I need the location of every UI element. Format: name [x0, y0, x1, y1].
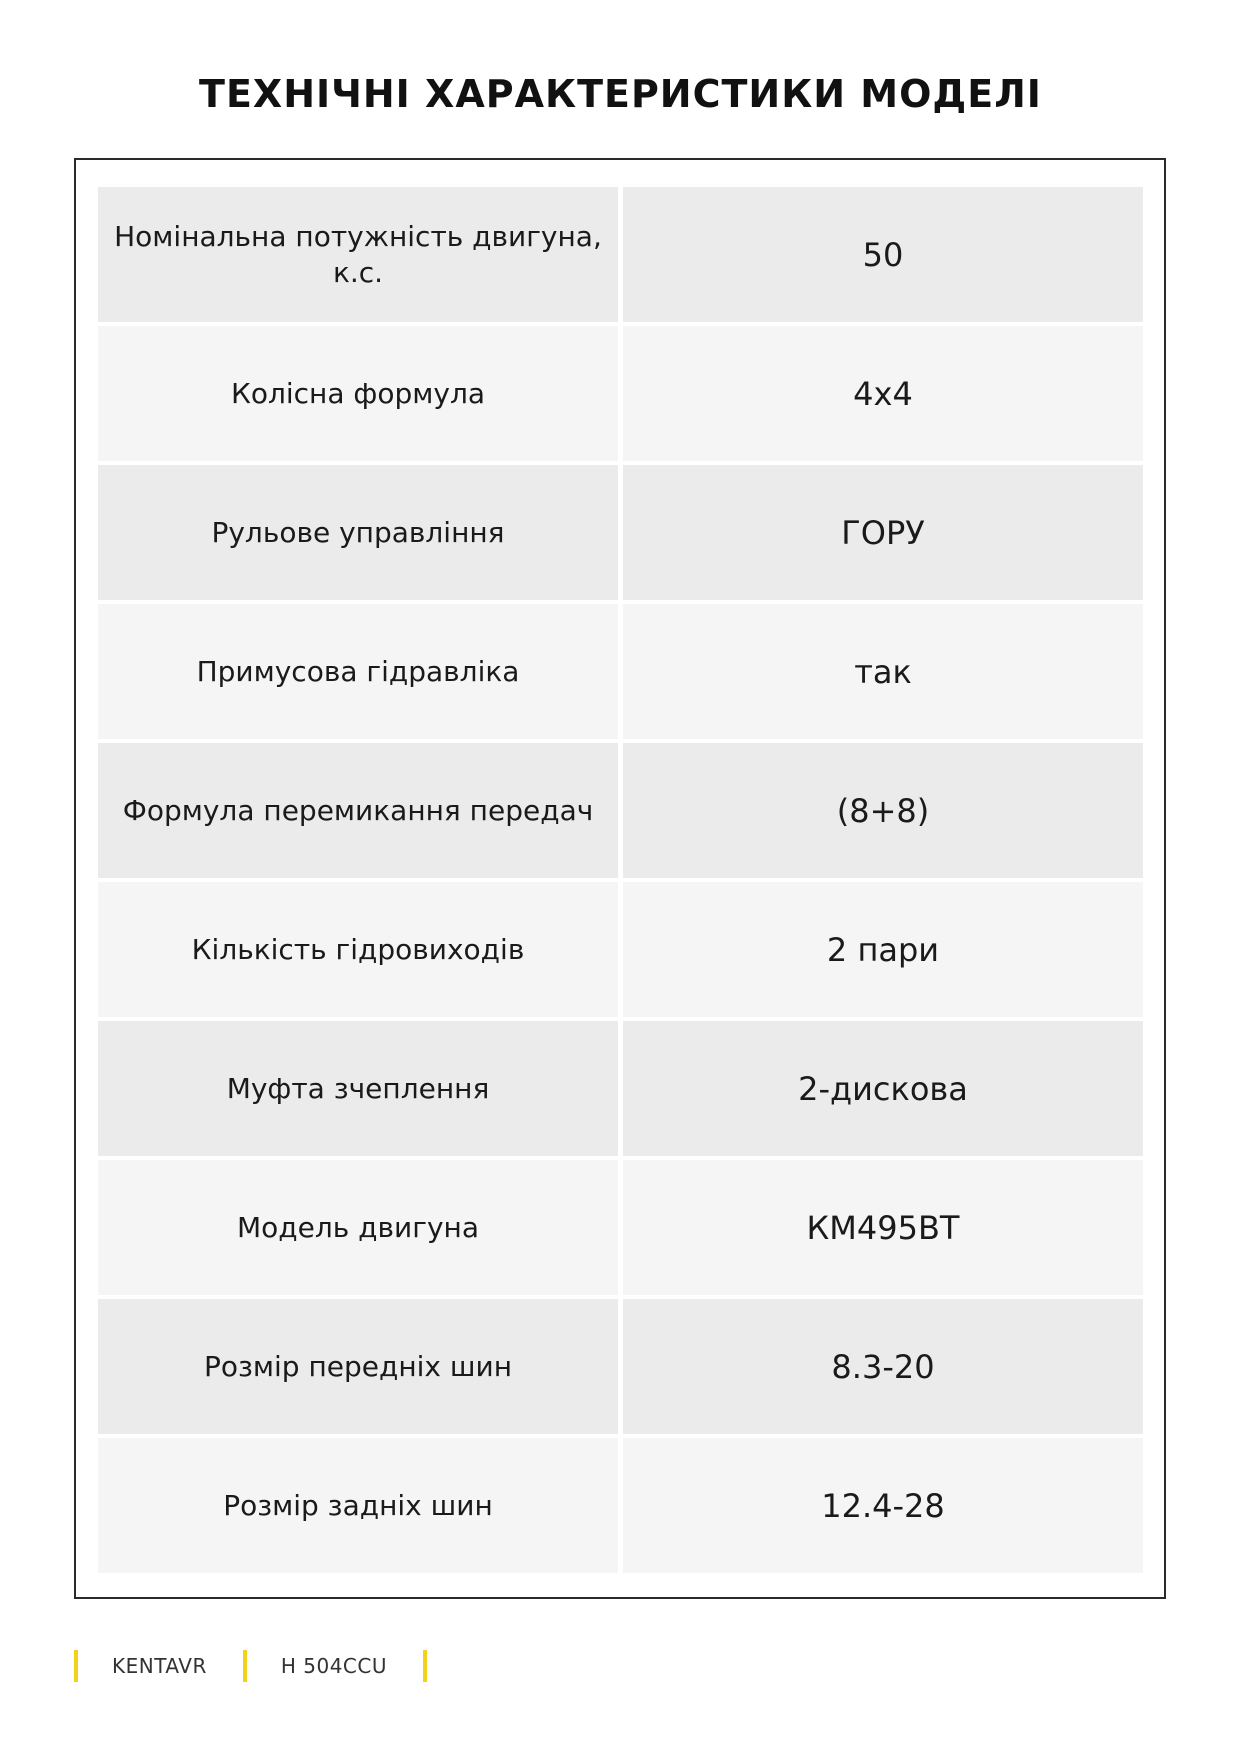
- table-row: [98, 882, 1143, 1017]
- table-row: [98, 1160, 1143, 1295]
- spec-label: Номінальна потужність двигуна, к.с.: [98, 187, 618, 322]
- table-row: [98, 1299, 1143, 1434]
- page-title: ТЕХНІЧНІ ХАРАКТЕРИСТИКИ МОДЕЛІ: [199, 72, 1042, 116]
- spec-value: 8.3-20: [623, 1299, 1143, 1434]
- spec-label: Примусова гідравліка: [98, 604, 618, 739]
- table-row: [98, 187, 1143, 322]
- table-row: [98, 604, 1143, 739]
- spec-value: 50: [623, 187, 1143, 322]
- table-row: [98, 465, 1143, 600]
- spec-value: (8+8): [623, 743, 1143, 878]
- table-row: [98, 326, 1143, 461]
- spec-table: [98, 187, 1143, 1573]
- spec-value: КМ495ВТ: [623, 1160, 1143, 1295]
- spec-label: Модель двигуна: [98, 1160, 618, 1295]
- spec-label: Муфта зчеплення: [98, 1021, 618, 1156]
- spec-table-frame: [74, 158, 1166, 1599]
- table-row: [98, 1021, 1143, 1156]
- spec-label: Рульове управління: [98, 465, 618, 600]
- spec-value: 2-дискова: [623, 1021, 1143, 1156]
- footer-model: Н 504ССU: [280, 1654, 387, 1678]
- spec-label: Формула перемикання передач: [98, 743, 618, 878]
- spec-label: Розмір передніх шин: [98, 1299, 618, 1434]
- footer-brand: KENTAVR: [112, 1654, 207, 1678]
- footer-accent-bar: [423, 1650, 427, 1682]
- spec-label: Розмір задніх шин: [98, 1438, 618, 1573]
- table-row: [98, 743, 1143, 878]
- spec-label: Колісна формула: [98, 326, 618, 461]
- table-row: [98, 1438, 1143, 1573]
- spec-label: Кількість гідровиходів: [98, 882, 618, 1017]
- spec-value: ГОРУ: [623, 465, 1143, 600]
- footer: [74, 1650, 427, 1682]
- spec-value: 4х4: [623, 326, 1143, 461]
- spec-value: 2 пари: [623, 882, 1143, 1017]
- spec-value: так: [623, 604, 1143, 739]
- spec-value: 12.4-28: [623, 1438, 1143, 1573]
